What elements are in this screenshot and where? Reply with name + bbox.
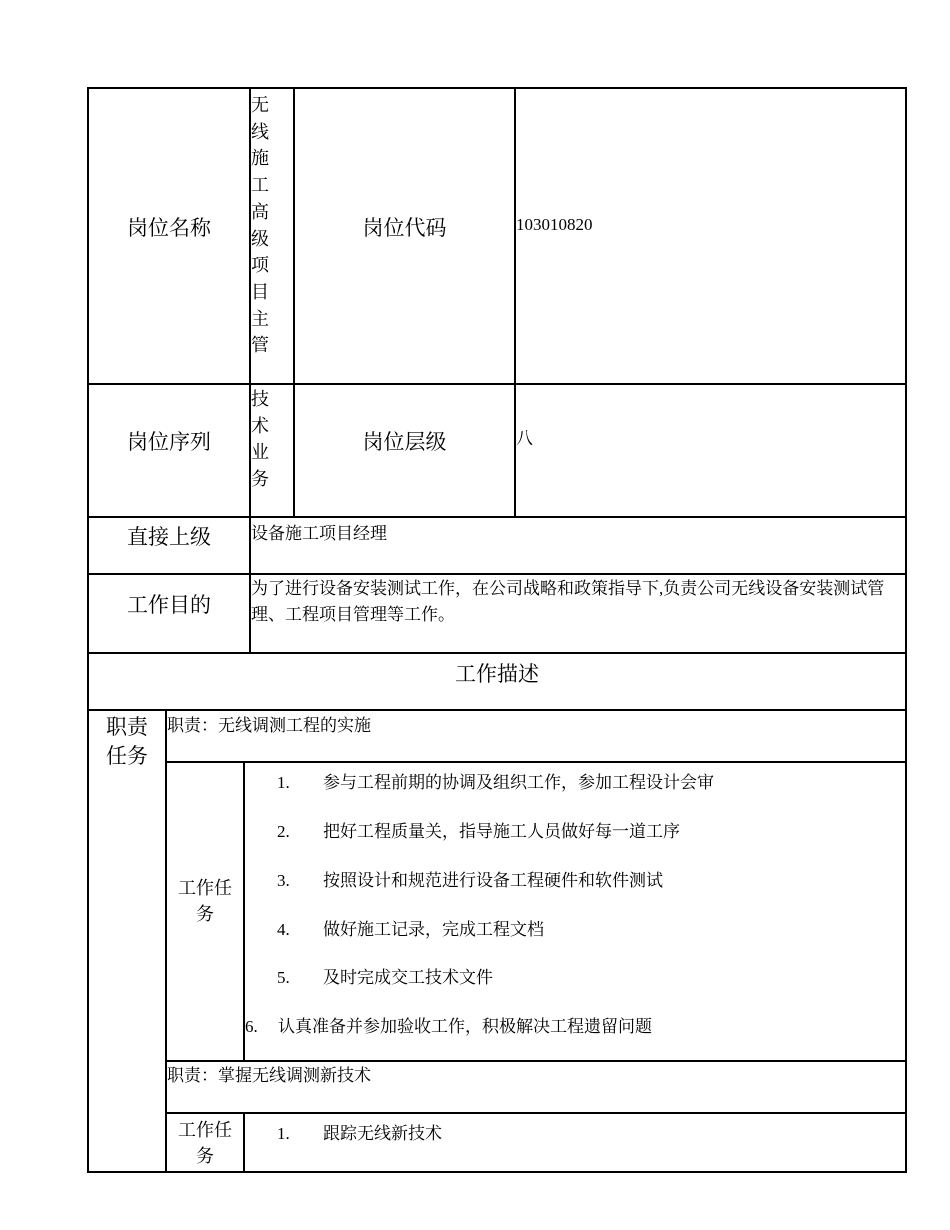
job-code-value: 103010820	[516, 215, 593, 234]
supervisor-label: 直接上级	[127, 525, 211, 549]
task-text: 把好工程质量关，指导施工人员做好每一道工序	[323, 822, 680, 841]
job-purpose-value: 为了进行设备安装测试工作，在公司战略和政策指导下,负责公司无线设备安装测试管理、工程项目管理等工作。	[251, 579, 885, 624]
job-title-value: 无线施工高级项目主管	[251, 95, 269, 356]
task-item	[245, 1012, 652, 1037]
job-code-label: 岗位代码	[362, 216, 447, 240]
task-item	[277, 963, 493, 988]
job-sequence-value: 技术业务	[251, 389, 269, 490]
task-number: 6.	[245, 1017, 258, 1036]
task-item	[277, 866, 663, 891]
job-sequence-label: 岗位序列	[127, 430, 211, 454]
task-text: 做好施工记录，完成工程文档	[323, 920, 544, 939]
work-description-header: 工作描述	[455, 662, 539, 686]
task-number: 3.	[277, 871, 290, 890]
task-text: 认真准备并参加验收工作，积极解决工程遗留问题	[278, 1017, 652, 1036]
duty-1-task-label: 工作任务	[178, 878, 232, 924]
task-item	[277, 817, 680, 842]
job-purpose-label: 工作目的	[127, 593, 211, 617]
task-item	[277, 768, 714, 793]
task-number: 1.	[277, 1124, 290, 1143]
duty-2-title: 职责：掌握无线调测新技术	[167, 1066, 371, 1085]
task-text: 按照设计和规范进行设备工程硬件和软件测试	[323, 871, 663, 890]
task-text: 及时完成交工技术文件	[323, 968, 493, 987]
task-text: 跟踪无线新技术	[323, 1124, 442, 1143]
task-item	[277, 1119, 442, 1144]
task-item	[277, 915, 544, 940]
task-number: 4.	[277, 920, 290, 939]
duty-2-task-label: 工作任务	[178, 1120, 232, 1166]
duty-1-title: 职责：无线调测工程的实施	[167, 716, 371, 735]
task-text: 参与工程前期的协调及组织工作，参加工程设计会审	[323, 773, 714, 792]
task-number: 1.	[277, 773, 290, 792]
job-level-label: 岗位层级	[362, 430, 447, 454]
duty-task-label: 职责任务	[106, 715, 148, 768]
supervisor-value: 设备施工项目经理	[251, 524, 387, 543]
task-number: 2.	[277, 822, 290, 841]
task-number: 5.	[277, 968, 290, 987]
job-level-value: 八	[516, 429, 533, 448]
job-title-label: 岗位名称	[127, 216, 211, 240]
